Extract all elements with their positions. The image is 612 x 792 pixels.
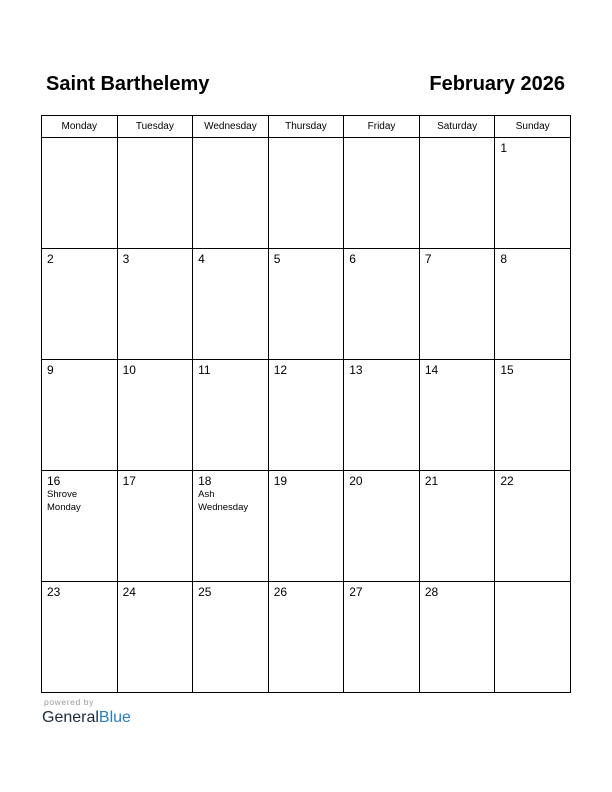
calendar-week-row [42, 249, 571, 360]
generalblue-logo [42, 708, 131, 728]
calendar-day-cell [419, 360, 495, 471]
day-number: 3 [122, 252, 130, 266]
day-number: 11 [198, 363, 211, 377]
day-number: 5 [273, 252, 281, 266]
calendar-day-cell [495, 138, 571, 249]
holiday-event-label: Ash Wednesday [198, 489, 249, 513]
day-number: 23 [47, 585, 61, 599]
calendar-day-cell [268, 471, 344, 582]
calendar-day-cell [419, 471, 495, 582]
calendar-day-cell [419, 138, 495, 249]
day-number [118, 138, 193, 142]
day-number: 26 [273, 585, 288, 599]
calendar-day-cell [344, 471, 420, 582]
weekday-header: Thursday [268, 116, 344, 138]
calendar-month-title: February 2026 [429, 73, 565, 95]
calendar-day-cell [117, 471, 193, 582]
day-number: 13 [349, 363, 363, 377]
day-number [420, 138, 495, 142]
calendar-day-cell [117, 138, 193, 249]
day-number: 24 [122, 585, 136, 599]
day-number: 27 [349, 585, 363, 599]
calendar-day-cell [42, 249, 118, 360]
day-number: 18 [198, 474, 212, 488]
day-number [495, 582, 570, 586]
calendar-day-cell [344, 249, 420, 360]
weekday-header: Tuesday [117, 116, 193, 138]
weekday-header-row [42, 116, 571, 138]
day-number: 6 [349, 252, 356, 266]
calendar-day-cell [42, 360, 118, 471]
calendar-day-cell [268, 138, 344, 249]
calendar-day-cell [117, 360, 193, 471]
calendar-day-cell [268, 249, 344, 360]
calendar-day-cell [193, 138, 269, 249]
day-number: 14 [424, 363, 439, 377]
calendar-region-title: Saint Barthelemy [46, 73, 210, 95]
weekday-header: Friday [344, 116, 420, 138]
day-number: 20 [349, 474, 363, 488]
day-number: 7 [424, 252, 432, 266]
day-number: 2 [47, 252, 54, 266]
day-number: 17 [122, 474, 136, 488]
calendar-week-row [42, 138, 571, 249]
day-number: 25 [198, 585, 212, 599]
calendar-day-cell [419, 582, 495, 693]
day-number: 4 [198, 252, 205, 266]
calendar-day-cell [117, 582, 193, 693]
calendar-day-cell [495, 582, 571, 693]
calendar-day-cell [344, 138, 420, 249]
logo-general-text: General [42, 709, 99, 726]
day-number: 19 [273, 474, 288, 488]
day-number [42, 138, 117, 142]
calendar-day-cell [42, 582, 118, 693]
calendar-day-cell [344, 582, 420, 693]
day-number: 22 [500, 474, 514, 488]
calendar-day-cell [193, 360, 269, 471]
weekday-header: Monday [42, 116, 118, 138]
day-number: 16 [47, 474, 61, 488]
calendar-day-cell [42, 471, 118, 582]
calendar-day-cell [42, 138, 118, 249]
day-number [193, 138, 268, 142]
calendar-week-row [42, 360, 571, 471]
calendar-day-cell [268, 582, 344, 693]
calendar-day-cell [117, 249, 193, 360]
day-number: 21 [424, 474, 439, 488]
day-number: 8 [500, 252, 508, 266]
day-number: 9 [47, 363, 54, 377]
calendar-week-row [42, 471, 571, 582]
month-calendar-grid [41, 115, 571, 693]
calendar-day-cell [193, 471, 269, 582]
calendar-week-row [42, 582, 571, 693]
day-number [269, 138, 344, 142]
day-number: 28 [424, 585, 439, 599]
calendar-day-cell [495, 249, 571, 360]
calendar-day-cell [193, 249, 269, 360]
day-number [344, 138, 419, 142]
holiday-event-label: Shrove Monday [47, 489, 81, 513]
powered-by-text: powered by [44, 697, 94, 707]
day-number: 1 [500, 141, 508, 155]
logo-blue-text: Blue [98, 709, 131, 726]
calendar-weeks [42, 138, 571, 693]
calendar-day-cell [344, 360, 420, 471]
calendar-day-cell [419, 249, 495, 360]
calendar-day-cell [193, 582, 269, 693]
calendar-day-cell [495, 471, 571, 582]
day-number: 12 [273, 363, 288, 377]
generalblue-branding [42, 697, 131, 728]
weekday-header: Sunday [495, 116, 571, 138]
calendar-day-cell [495, 360, 571, 471]
calendar-day-cell [268, 360, 344, 471]
weekday-header: Saturday [419, 116, 495, 138]
weekday-header: Wednesday [193, 116, 269, 138]
day-number: 10 [122, 363, 136, 377]
day-number: 15 [500, 363, 514, 377]
